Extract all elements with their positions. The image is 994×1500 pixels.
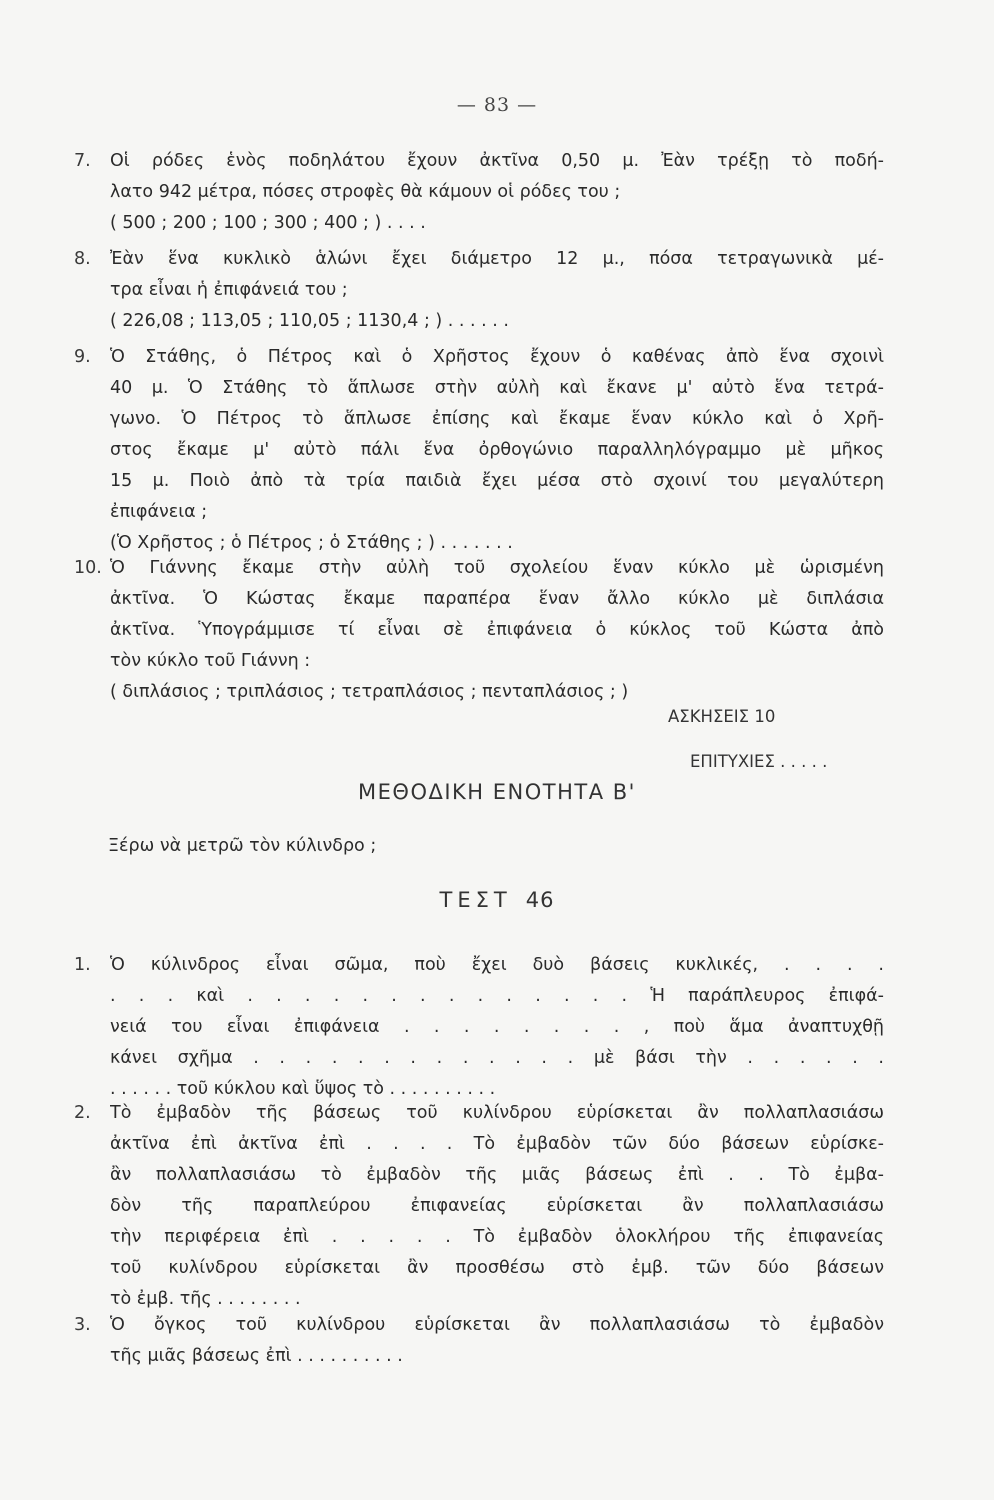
fill-in-line: . . . . . . τοῦ κύκλου καὶ ὕψος τὸ . . . . . . . . . . [110, 1079, 496, 1099]
exercise-line: ἐπιφάνεια ; [110, 502, 208, 522]
exercise-line: Ὁ Στάθης, ὁ Πέτρος καὶ ὁ Χρῆστος ἔχουν ὁ καθένας ἀπὸ ἕνα σχοινὶ [110, 347, 884, 367]
exercise-answer-options: ( 500 ; 200 ; 100 ; 300 ; 400 ; ) . . . . [110, 213, 426, 233]
exercise-line: Οἱ ρόδες ἑνὸς ποδηλάτου ἔχουν ἀκτῖνα 0,50 μ. Ἐὰν τρέξῃ τὸ ποδή- [110, 151, 884, 171]
exercise-line: Ὁ Γιάννης ἔκαμε στὴν αὐλὴ τοῦ σχολείου ἕναν κύκλο μὲ ὡρισμένη [110, 558, 884, 578]
exercise-line: ἀκτῖνα. Ὁ Κώστας ἔκαμε παραπέρα ἕναν ἄλλο κύκλο μὲ διπλάσια [110, 589, 884, 609]
exercise-line: 40 μ. Ὁ Στάθης τὸ ἅπλωσε στὴν αὐλὴ καὶ ἔκανε μ' αὐτὸ ἕνα τετρά- [110, 378, 884, 398]
fill-in-line: ἀκτῖνα ἐπὶ ἀκτῖνα ἐπὶ . . . . Τὸ ἐμβαδὸν τῶν δύο βάσεων εὑρίσκε- [110, 1134, 884, 1154]
exercise-answer-options: (Ὁ Χρῆστος ; ὁ Πέτρος ; ὁ Στάθης ; ) . . . . . . . [110, 533, 513, 553]
section-subtitle: Ξέρω νὰ μετρῶ τὸν κύλινδρο ; [108, 836, 377, 856]
fill-in-line: ἂν πολλαπλασιάσω τὸ ἐμβαδὸν τῆς μιᾶς βάσεως ἐπὶ . . Τὸ ἐμβα- [110, 1165, 884, 1185]
fill-in-line: νειά του εἶναι ἐπιφάνεια . . . . . . . . , ποὺ ἅμα ἀναπτυχθῇ [110, 1017, 884, 1037]
exercise-line: γωνο. Ὁ Πέτρος τὸ ἅπλωσε ἐπίσης καὶ ἔκαμε ἕναν κύκλο καὶ ὁ Χρῆ- [110, 409, 884, 429]
test-title: ΤΕΣΤ [439, 888, 512, 912]
exercise-number: 8. [74, 249, 91, 269]
exercise-line: ἀκτῖνα. Ὑπογράμμισε τί εἶναι σὲ ἐπιφάνεια ὁ κύκλος τοῦ Κώστα ἀπὸ [110, 620, 884, 640]
exercise-number: 2. [74, 1103, 91, 1123]
exercise-number: 9. [74, 347, 91, 367]
exercise-line: στος ἔκαμε μ' αὐτὸ πάλι ἕνα ὀρθογώνιο παραλληλόγραμμο μὲ μῆκος [110, 440, 884, 460]
section-title: ΜΕΘΟΔΙΚΗ ΕΝΟΤΗΤΑ Β' [358, 780, 636, 804]
fill-in-line: δὸν τῆς παραπλεύρου ἐπιφανείας εὑρίσκεται ἂν πολλαπλασιάσω [110, 1196, 884, 1216]
fill-in-line: Ὁ κύλινδρος εἶναι σῶμα, ποὺ ἔχει δυὸ βάσεις κυκλικές, . . . . [110, 955, 884, 975]
fill-in-line: Τὸ ἐμβαδὸν τῆς βάσεως τοῦ κυλίνδρου εὑρίσκεται ἂν πολλαπλασιάσω [110, 1103, 884, 1123]
exercise-answer-options: ( διπλάσιος ; τριπλάσιος ; τετραπλάσιος ; πενταπλάσιος ; ) [110, 682, 629, 702]
fill-in-line: . . . καὶ . . . . . . . . . . . . . . Ἡ παράπλευρος ἐπιφά- [110, 986, 884, 1006]
exercise-number: 1. [74, 955, 91, 975]
fill-in-line: τῆς μιᾶς βάσεως ἐπὶ . . . . . . . . . . [110, 1346, 403, 1366]
exercise-line: Ἐὰν ἕνα κυκλικὸ ἁλώνι ἔχει διάμετρο 12 μ., πόσα τετραγωνικὰ μέ- [110, 249, 884, 269]
exercise-number: 10. [74, 558, 102, 578]
fill-in-line: Ὁ ὄγκος τοῦ κυλίνδρου εὑρίσκεται ἂν πολλαπλασιάσω τὸ ἐμβαδὸν [110, 1315, 884, 1335]
test-heading [0, 888, 994, 912]
fill-in-line: τὸ ἐμβ. τῆς . . . . . . . . [110, 1289, 301, 1309]
successes-field: ΕΠΙΤΥΧΙΕΣ . . . . . [690, 752, 828, 771]
exercise-line: 15 μ. Ποιὸ ἀπὸ τὰ τρία παιδιὰ ἔχει μέσα στὸ σχοινί του μεγαλύτερη [110, 471, 884, 491]
exercise-line: τρα εἶναι ἡ ἐπιφάνειά του ; [110, 280, 348, 300]
fill-in-line: τὴν περιφέρεια ἐπὶ . . . . . Τὸ ἐμβαδὸν ὁλοκλήρου τῆς ἐπιφανείας [110, 1227, 884, 1247]
fill-in-line: κάνει σχῆμα . . . . . . . . . . . . . μὲ βάσι τὴν . . . . . . [110, 1048, 884, 1068]
page-number: — 83 — [456, 94, 538, 116]
exercise-number: 3. [74, 1315, 91, 1335]
fill-in-line: τοῦ κυλίνδρου εὑρίσκεται ἂν προσθέσω στὸ ἐμβ. τῶν δύο βάσεων [110, 1258, 884, 1278]
exercise-line: λατο 942 μέτρα, πόσες στροφὲς θὰ κάμουν οἱ ρόδες του ; [110, 182, 621, 202]
exercises-count: ΑΣΚΗΣΕΙΣ 10 [668, 707, 776, 726]
exercise-line: τὸν κύκλο τοῦ Γιάννη : [110, 651, 311, 671]
exercise-answer-options: ( 226,08 ; 113,05 ; 110,05 ; 1130,4 ; ) . . . . . . [110, 311, 509, 331]
exercise-number: 7. [74, 151, 91, 171]
test-number: 46 [525, 888, 555, 912]
